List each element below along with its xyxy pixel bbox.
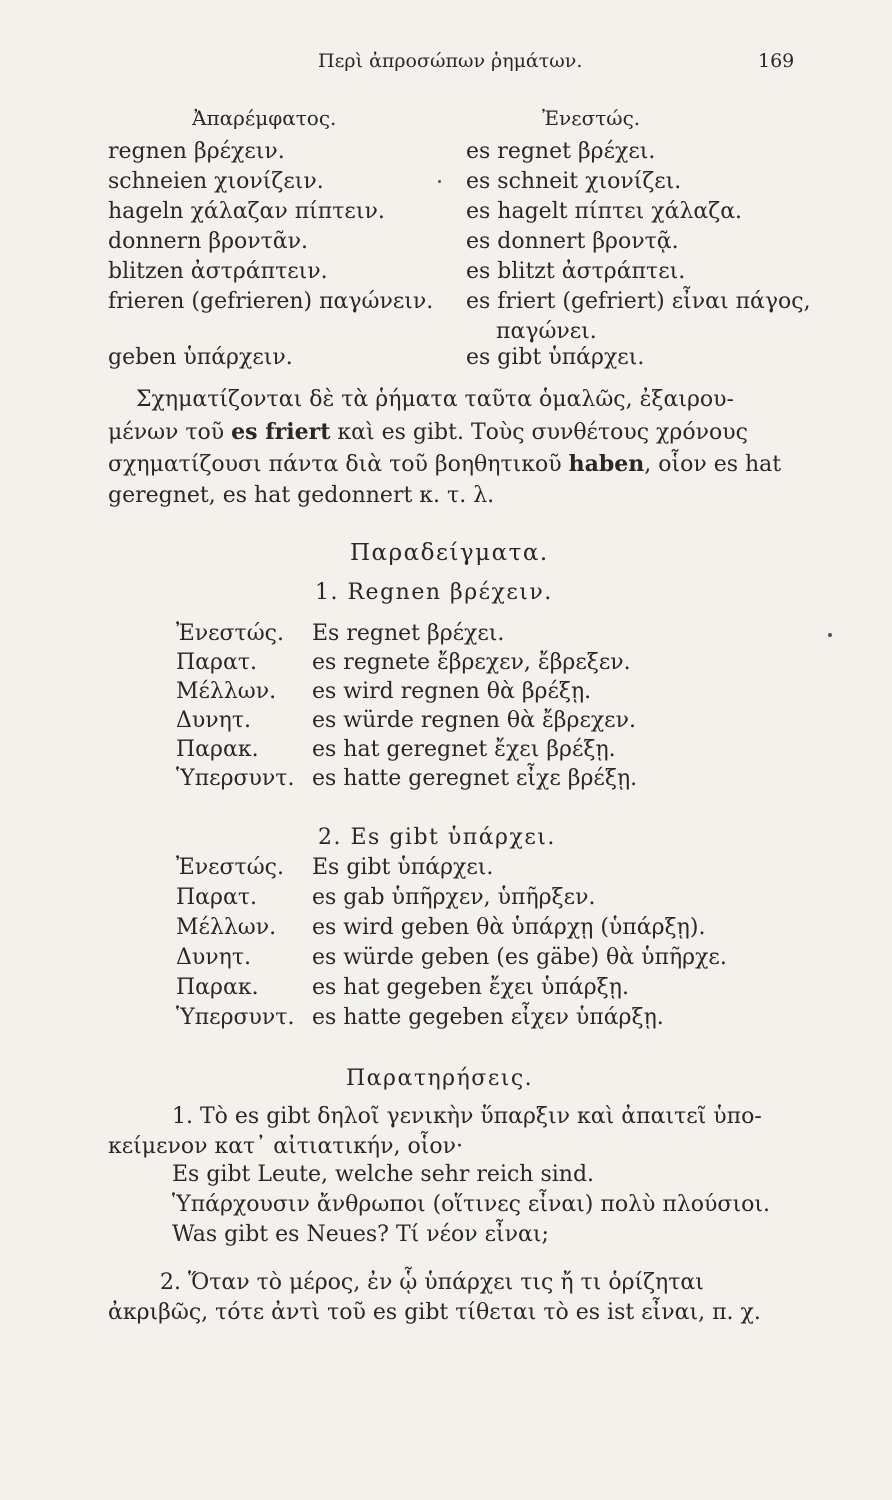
ink-speck (438, 180, 441, 183)
paragraph-line (108, 419, 748, 445)
paragraph-line: Σχηματίζονται δὲ τὰ ῥήματα ταῦτα ὁμαλῶς, ἐξαιρου- (136, 387, 734, 412)
infinitive-entry: geben ὑπάρχειν. (108, 345, 293, 370)
present-entry: es blitzt ἀστράπτει. (466, 259, 686, 284)
examples-heading: Παραδείγματα. (350, 540, 549, 566)
infinitive-entry: frieren (gefrieren) παγώνειν. (108, 289, 434, 314)
page-number: 169 (758, 50, 795, 72)
present-entry: es gibt ὑπάρχει. (466, 345, 645, 370)
text-run: μένων τοῦ (108, 420, 232, 445)
example-sentence: Es gibt Leute, welche sehr reich sind. (172, 1162, 595, 1187)
conjugated-form: es hatte geregnet εἶχε βρέξῃ. (312, 766, 638, 791)
example-2-heading: 2. Es gibt ὑπάρχει. (318, 825, 556, 850)
conjugated-form: es gab ὑπῆρχεν, ὑπῆρξεν. (312, 885, 596, 910)
text-run: , οἷον es hat (644, 452, 782, 477)
conjugated-form: es regnete ἔβρεχεν, ἔβρεξεν. (312, 650, 631, 675)
infinitive-entry: schneien χιονίζειν. (108, 169, 324, 194)
paragraph-line: geregnet, es hat gedonnert κ. τ. λ. (108, 483, 495, 508)
infinitive-entry: donnern βροντᾶν. (108, 229, 309, 254)
example-translation: Ὑπάρχουσιν ἄνθρωποι (οἵτινες εἶναι) πολὺ πλούσιοι. (172, 1192, 770, 1217)
tense-label: Παρακ. (176, 975, 259, 1000)
present-entry: es donnert βροντᾷ. (466, 229, 679, 254)
text-run: καὶ es gibt. Τοὺς συνθέτους χρόνους (330, 420, 748, 445)
tense-label: Ὑπερσυντ. (176, 1005, 295, 1030)
text-run: σχηματίζουσι πάντα διὰ τοῦ βοηθητικοῦ (108, 452, 569, 477)
tense-label: Παρατ. (176, 650, 257, 675)
ink-speck (828, 633, 832, 637)
running-title: Περὶ ἀπροσώπων ῥημάτων. (318, 50, 583, 72)
remarks-heading: Παρατηρήσεις. (346, 1066, 534, 1091)
paragraph-line (108, 451, 781, 477)
tense-label: Ὑπερσυντ. (176, 766, 295, 791)
infinitive-entry: blitzen ἀστράπτειν. (108, 259, 328, 284)
conjugated-form: es würde regnen θὰ ἔβρεχεν. (312, 708, 636, 733)
infinitive-column-heading: Ἀπαρέμφατος. (192, 106, 337, 130)
tense-label: Ἐνεστώς. (176, 621, 284, 646)
example-sentence: Was gibt es Neues? Τί νέον εἶναι; (172, 1222, 549, 1247)
conjugated-form: es hatte gegeben εἶχεν ὑπάρξῃ. (312, 1005, 664, 1030)
remark-line: 2. Ὅταν τὸ μέρος, ἐν ᾧ ὑπάρχει τις ἤ τι ὁρίζηται (160, 1270, 704, 1295)
present-entry: es schneit χιονίζει. (466, 169, 682, 194)
present-entry: es friert (gefriert) εἶναι πάγος, (466, 289, 811, 314)
emphasis-term: haben (568, 451, 645, 477)
present-entry-continuation: παγώνει. (496, 319, 597, 344)
tense-label: Μέλλων. (176, 915, 277, 940)
present-column-heading: Ἐνεστώς. (542, 106, 641, 130)
remark-line: 1. Τὸ es gibt δηλοῖ γενικὴν ὕπαρξιν καὶ ἀπαιτεῖ ὑπο- (172, 1104, 762, 1129)
remark-line: ἀκριβῶς, τότε ἀντὶ τοῦ es gibt τίθεται τὸ es ist εἶναι, π. χ. (108, 1300, 761, 1325)
present-entry: es regnet βρέχει. (466, 139, 656, 164)
tense-label: Ἐνεστώς. (176, 855, 284, 880)
infinitive-entry: hageln χάλαζαν πίπτειν. (108, 199, 385, 224)
tense-label: Παρατ. (176, 885, 257, 910)
conjugated-form: es wird geben θὰ ὑπάρχῃ (ὑπάρξῃ). (312, 915, 706, 940)
example-1-heading: 1. Regnen βρέχειν. (315, 580, 553, 605)
tense-label: Δυνητ. (176, 708, 251, 733)
conjugated-form: Es gibt ὑπάρχει. (312, 855, 494, 880)
emphasis-term: es friert (231, 419, 331, 445)
tense-label: Δυνητ. (176, 945, 251, 970)
conjugated-form: es hat geregnet ἔχει βρέξῃ. (312, 737, 616, 762)
conjugated-form: es würde geben (es gäbe) θὰ ὑπῆρχε. (312, 945, 727, 970)
conjugated-form: es hat gegeben ἔχει ὑπάρξῃ. (312, 975, 629, 1000)
conjugated-form: Es regnet βρέχει. (312, 621, 505, 646)
tense-label: Μέλλων. (176, 679, 277, 704)
conjugated-form: es wird regnen θὰ βρέξῃ. (312, 679, 592, 704)
infinitive-entry: regnen βρέχειν. (108, 139, 285, 164)
tense-label: Παρακ. (176, 737, 259, 762)
remark-line: κείμενον κατ᾽ αἰτιατικήν, οἷον· (108, 1134, 463, 1159)
present-entry: es hagelt πίπτει χάλαζα. (466, 199, 743, 224)
